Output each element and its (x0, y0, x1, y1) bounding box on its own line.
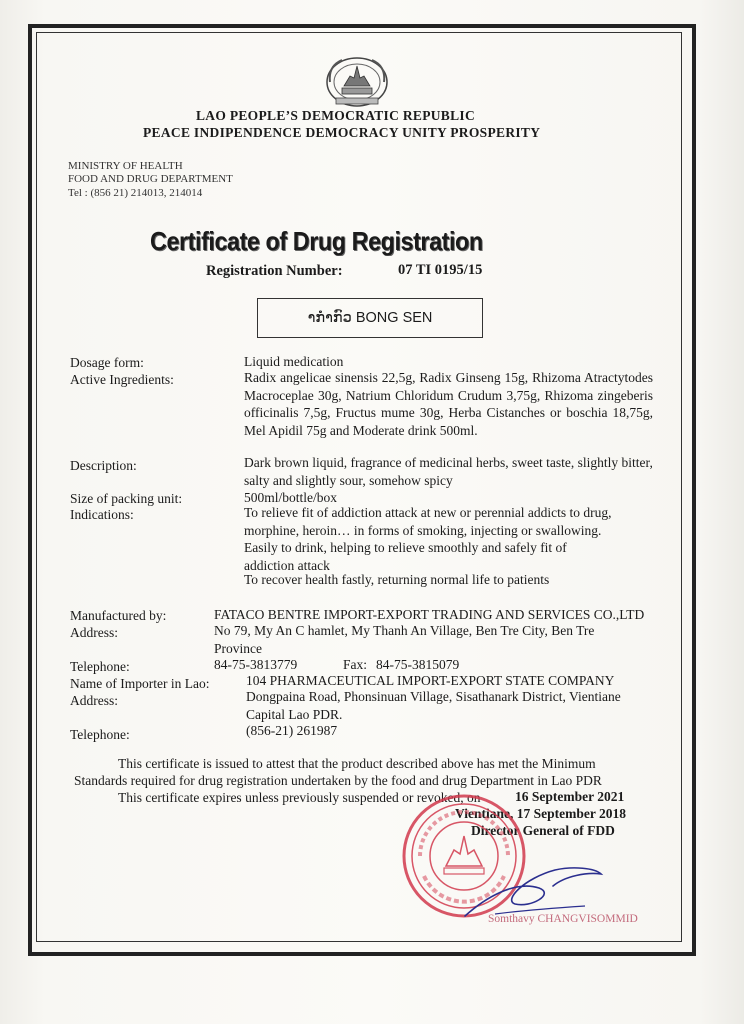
manufacturer-telephone: 84-75-3813779 (214, 657, 298, 672)
indications-line-1: To relieve fit of addiction attack at new or perennial addicts to drug, morphine, heroin… in forms of smoking, injecting or swallowing. (244, 505, 612, 538)
statement-line-2: Standards required for drug registration undertaken by the food and drug Department in Lao PDR (74, 773, 602, 788)
manufacturer-label: Manufactured by: (70, 608, 167, 623)
indications-line-2: Easily to drink, helping to relieve smoothly and safely fit of addiction attack (244, 540, 567, 573)
registration-number: 07 TI 0195/15 (398, 262, 483, 278)
importer-telephone: (856-21) 261987 (246, 723, 338, 738)
manufacturer-fax-label: Fax: (343, 657, 368, 672)
description-value: Dark brown liquid, fragrance of medicinal herbs, sweet taste, slightly bitter, salty and slightly sour, somehow spicy (244, 455, 653, 488)
product-name-box (257, 298, 483, 338)
manufacturer-address: No 79, My An C hamlet, My Thanh An Village, Ben Tre City, Ben Tre Province (214, 623, 595, 656)
issue-place-date: Vientiane, 17 September 2018 (455, 806, 626, 821)
national-motto: PEACE INDIPENDENCE DEMOCRACY UNITY PROSPERITY (143, 125, 541, 140)
importer-address-label: Address: (70, 693, 118, 708)
active-ingredients-label: Active Ingredients: (70, 372, 174, 387)
registration-number-label: Registration Number: (206, 263, 343, 279)
expiry-date: 16 September 2021 (515, 789, 625, 804)
manufacturer-telephone-label: Telephone: (70, 659, 130, 674)
signatory-position: Director General of FDD (471, 823, 615, 838)
statement-line-1: This certificate is issued to attest that the product described above has met the Minimum (118, 756, 596, 771)
description-label: Description: (70, 458, 137, 473)
ministry-name: MINISTRY OF HEALTH (68, 160, 183, 172)
importer-label: Name of Importer in Lao: (70, 676, 210, 691)
signatory-name: Somthavy CHANGVISOMMID (488, 913, 638, 925)
dosage-form-value: Liquid medication (244, 354, 344, 369)
manufacturer-address-label: Address: (70, 625, 118, 640)
active-ingredients-value: Radix angelicae sinensis 22,5g, Radix Ginseng 15g, Rhizoma Atractytodes Macroceplae 30g, Natrium Chloridum Crudum 3,75g, Rhizoma zingeberis officinalis 7,5g, Fructus mume 30g, Herba Cistanches or boschia 18,75g, Mel Apidil 75g and Moderate drink 500ml. (244, 370, 653, 438)
product-name: າກໍາກົວ BONG SEN (307, 310, 433, 326)
manufacturer-name: FATACO BENTRE IMPORT-EXPORT TRADING AND SERVICES CO.,LTD (214, 607, 645, 622)
country-name: LAO PEOPLE’S DEMOCRATIC REPUBLIC (196, 108, 475, 123)
packing-size-label: Size of packing unit: (70, 491, 183, 506)
statement-line-3: This certificate expires unless previously suspended or revoked, on (118, 790, 481, 805)
dosage-form-label: Dosage form: (70, 355, 144, 370)
manufacturer-fax: 84-75-3815079 (376, 657, 460, 672)
national-emblem-icon (322, 52, 392, 108)
department-telephone: Tel : (856 21) 214013, 214014 (68, 187, 203, 199)
indications-line-3: To recover health fastly, returning normal life to patients (244, 572, 550, 587)
department-name: FOOD AND DRUG DEPARTMENT (68, 173, 233, 185)
importer-name: 104 PHARMACEUTICAL IMPORT-EXPORT STATE COMPANY (246, 673, 615, 688)
packing-size-value: 500ml/bottle/box (244, 490, 337, 505)
importer-telephone-label: Telephone: (70, 727, 130, 742)
page-title: Certificate of Drug Registration (150, 226, 483, 256)
importer-address: Dongpaina Road, Phonsinuan Village, Sisathanark District, Vientiane Capital Lao PDR. (246, 689, 621, 722)
indications-label: Indications: (70, 507, 134, 522)
